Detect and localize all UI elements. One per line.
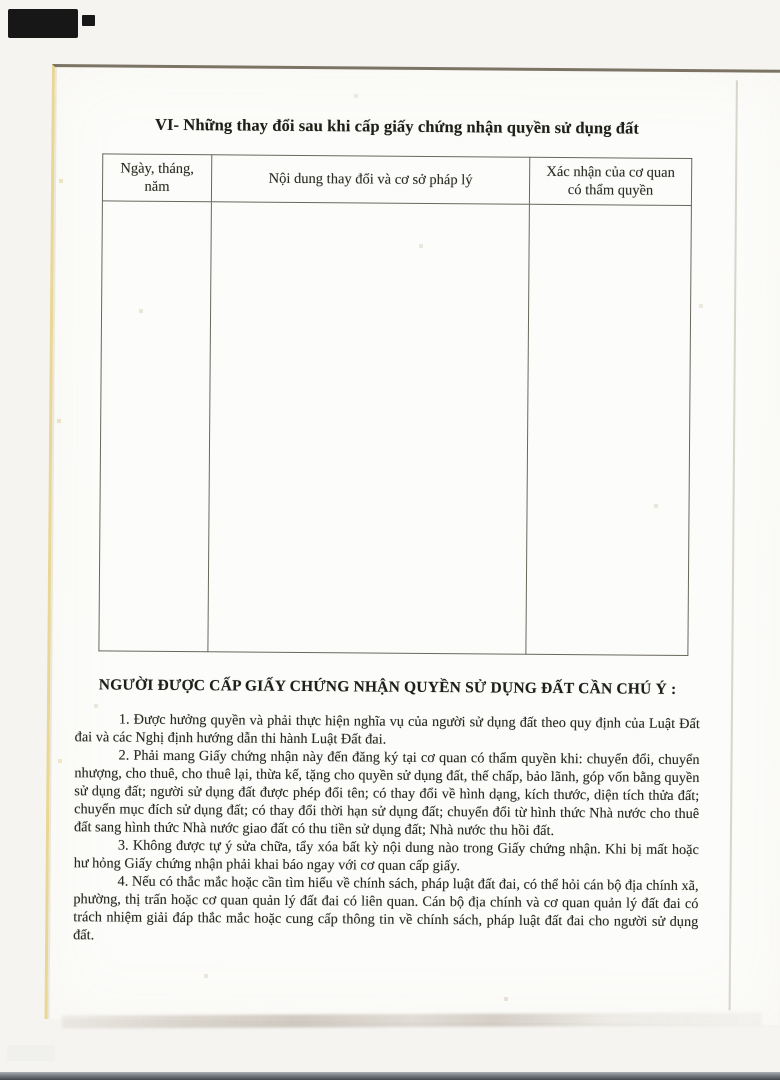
document-page xyxy=(44,64,780,1025)
table-cell-confirmation-empty xyxy=(526,204,692,655)
scanner-edge-bar xyxy=(0,1072,780,1080)
notice-paragraph-1: 1. Được hưởng quyền và phải thực hiện nghĩa vụ của người sử dụng đất theo quy định của Luật Đất đai và các Nghị định hướng dẫn thi hành Luật Đất đai. xyxy=(74,711,700,748)
paper-speckle-noise xyxy=(0,0,2,2)
notice-paragraphs xyxy=(73,710,700,949)
notice-paragraph-4: 4. Nếu có thắc mắc hoặc cần tìm hiểu về chính sách, pháp luật đất đai, có thể hỏi cán bộ địa chính xã, phường, thị trấn hoặc cơ quan quản lý đất đai có liên quan. Cán bộ địa chính và cơ quan quản lý đất đai có trách nhiệm giải đáp thắc mắc hoặc cung cấp thông tin về chính sách, pháp luật đất đai cho người sử dụng đất. xyxy=(73,873,699,944)
table-header-row xyxy=(102,154,691,206)
notice-paragraph-2: 2. Phải mang Giấy chứng nhận này đến đăng ký tại cơ quan có thẩm quyền khi: chuyển đổi, chuyển nhượng, cho thuê, cho thuê lại, thừa kế, tặng cho quyền sử dụng đất, thế chấp, bảo lãnh, góp vốn bằng quyền sử dụng đất; người sử dụng đất được phép đổi tên; có thay đổi về hình dạng, kích thước, diện tích thửa đất; chuyển mục đích sử dụng đất; có thay đổi thời hạn sử dụng đất; chuyển đổi từ hình thức Nhà nước cho thuê đất sang hình thức Nhà nước giao đất có thu tiền sử dụng đất; Nhà nước thu hồi đất. xyxy=(73,747,700,839)
column-header-date-line2: năm xyxy=(144,178,170,195)
scan-artifact-mark xyxy=(8,9,78,38)
changes-table xyxy=(98,153,692,656)
scan-smudge-artifact xyxy=(62,1012,762,1028)
column-header-confirmation xyxy=(529,157,691,205)
notice-paragraph-3: 3. Không được tự ý sửa chữa, tẩy xóa bất kỳ nội dung nào trong Giấy chứng nhận. Khi bị mất hoặc hư hỏng Giấy chứng nhận phải khai báo ngay với cơ quan cấp giấy. xyxy=(73,837,699,875)
notice-heading: NGƯỜI ĐƯỢC CẤP GIẤY CHỨNG NHẬN QUYỀN SỬ DỤNG ĐẤT CẦN CHÚ Ý : xyxy=(98,676,677,698)
table-cell-date-empty xyxy=(99,201,212,652)
table-row xyxy=(99,201,692,656)
column-header-date xyxy=(102,154,211,202)
column-header-content-label: Nội dung thay đổi và cơ sở pháp lý xyxy=(268,170,473,189)
scan-ghost-artifact xyxy=(7,1045,55,1061)
table-cell-content-empty xyxy=(208,202,530,654)
column-header-confirmation-line1: Xác nhận của cơ quan xyxy=(546,163,675,181)
column-header-content xyxy=(211,155,529,204)
section-title: VI- Những thay đổi sau khi cấp giấy chứng nhận quyền sử dụng đất xyxy=(154,114,640,138)
column-header-confirmation-line2: có thẩm quyền xyxy=(567,182,654,199)
page-content xyxy=(48,67,761,950)
column-header-date-line1: Ngày, tháng, xyxy=(120,160,195,178)
